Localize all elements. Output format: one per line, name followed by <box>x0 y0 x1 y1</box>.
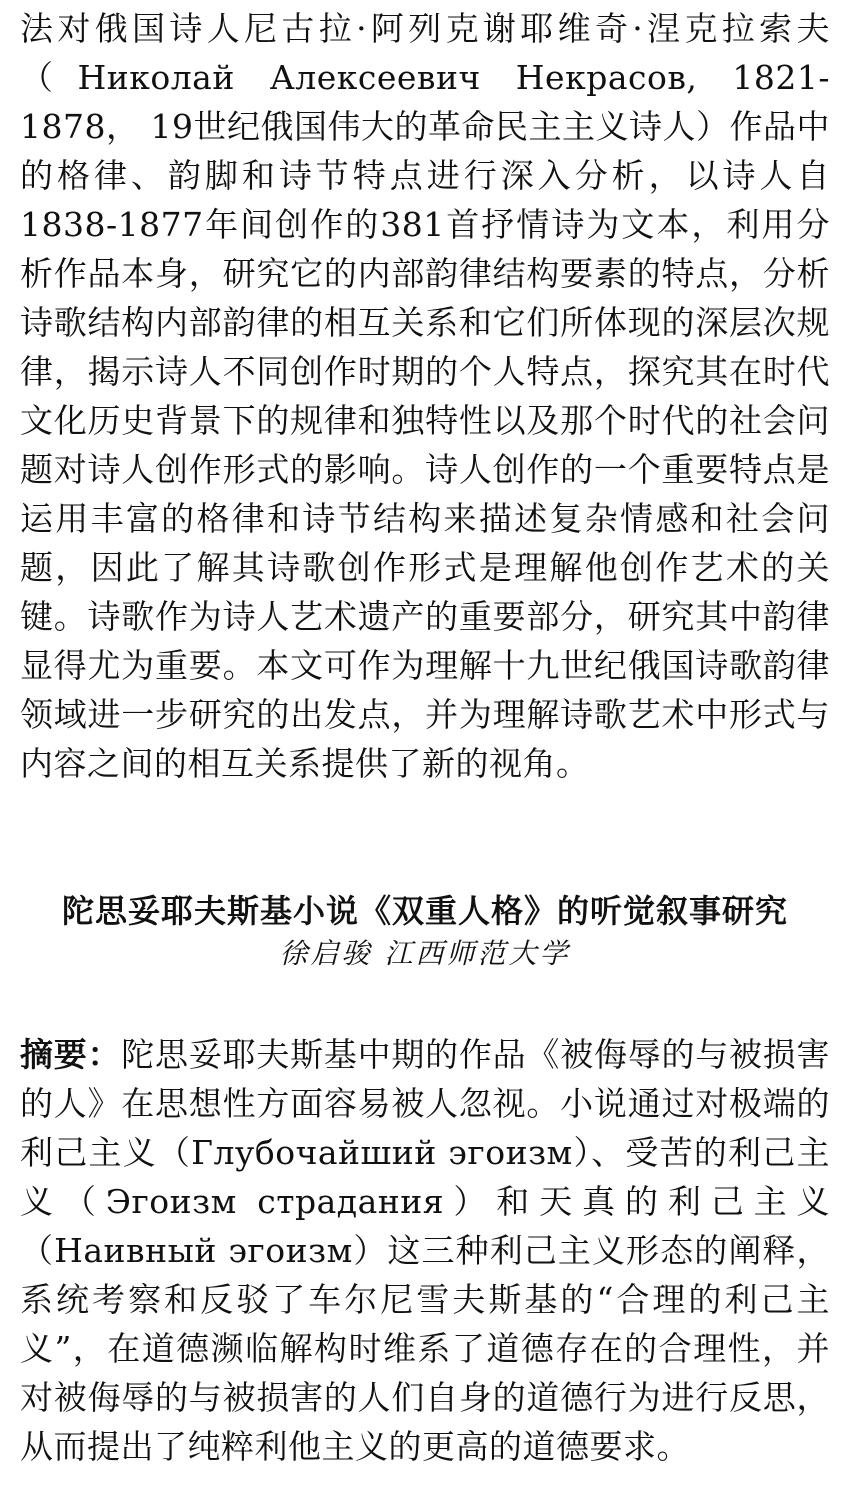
section-gap <box>20 788 830 888</box>
abstract-label: 摘要： <box>20 1035 122 1074</box>
section-gap <box>20 974 830 1030</box>
abstract-text: 陀思妥耶夫斯基中期的作品《被侮辱的与被损害的人》在思想性方面容易被人忽视。小说通过对极端的利己主义（Глубочайший эгоизм）、受苦的利己主义（Эгоизм страдания）和天真的利己主义（Наивный эгоизм）这三种利己主义形态的阐释，系统考察和反驳了车尔尼雪夫斯基的“合理的利己主义”，在道德濒临解构时维系了道德存在的合理性，并对被侮辱的与被损害的人们自身的道德行为进行反思，从而提出了纯粹利他主义的更高的道德要求。 <box>20 1035 831 1466</box>
article-author: 徐启骏 江西师范大学 <box>279 937 571 970</box>
document-page <box>20 4 830 1471</box>
previous-abstract-paragraph: 法对俄国诗人尼古拉·阿列克谢耶维奇·涅克拉索夫（Николай Алексеевич Некрасов, 1821-1878， 19世纪俄国伟大的革命民主主义诗人）作品中的格律、韵脚和诗节特点进行深入分析，以诗人自1838-1877年间创作的381首抒情诗为文本，利用分析作品本身，研究它的内部韵律结构要素的特点，分析诗歌结构内部韵律的相互关系和它们所体现的深层次规律，揭示诗人不同创作时期的个人特点，探究其在时代文化历史背景下的规律和独特性以及那个时代的社会问题对诗人创作形式的影响。诗人创作的一个重要特点是运用丰富的格律和诗节结构来描述复杂情感和社会问题，因此了解其诗歌创作形式是理解他创作艺术的关键。诗歌作为诗人艺术遗产的重要部分，研究其中韵律显得尤为重要。本文可作为理解十九世纪俄国诗歌韵律领域进一步研究的出发点，并为理解诗歌艺术中形式与内容之间的相互关系提供了新的视角。 <box>20 9 830 783</box>
abstract-paragraph <box>20 1030 830 1471</box>
article-title: 陀思妥耶夫斯基小说《双重人格》的听觉叙事研究 <box>61 892 788 930</box>
